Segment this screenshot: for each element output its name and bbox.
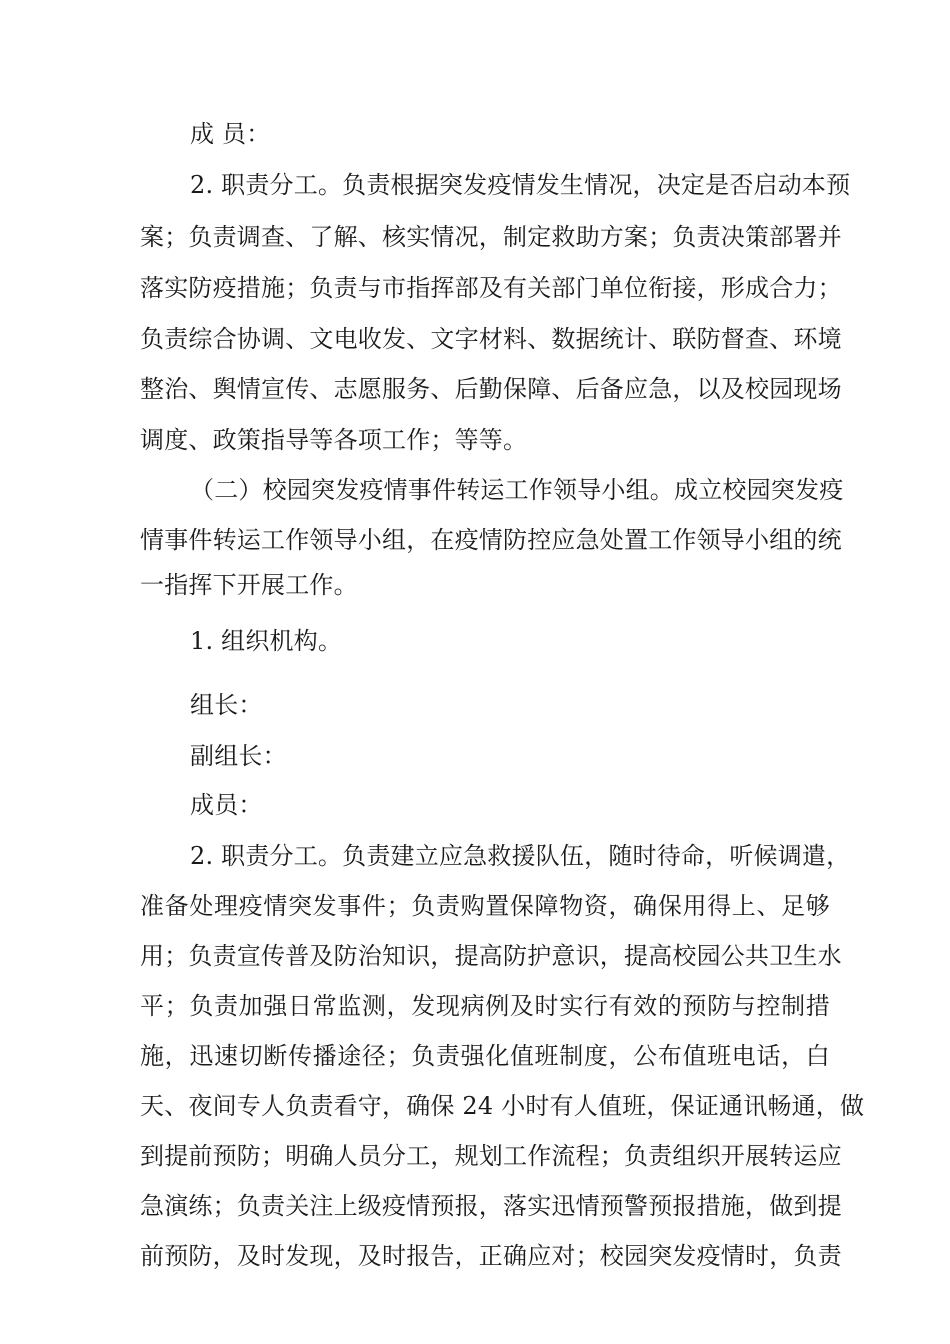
section-heading-line: （二）校园突发疫情事件转运工作领导小组。成立校园突发疫	[190, 476, 844, 504]
deputy-leader-label: 副组长：	[190, 742, 287, 770]
section-heading-line: 情事件转运工作领导小组，在疫情防控应急处置工作领导小组的统	[140, 526, 842, 554]
duties-paragraph-line: 天、夜间专人负责看守，确保 24 小时有人值班，保证通讯畅通，做	[140, 1092, 865, 1120]
duties-paragraph-line: 准备处理疫情突发事件；负责购置保障物资，确保用得上、足够	[140, 892, 830, 920]
duties-paragraph-line: 平；负责加强日常监测，发现病例及时实行有效的预防与控制措	[140, 992, 830, 1020]
members-label: 成员：	[190, 791, 263, 819]
duties-paragraph-line: 到提前预防；明确人员分工，规划工作流程；负责组织开展转运应	[140, 1142, 842, 1170]
duties-paragraph-line: 2. 职责分工。负责根据突发疫情发生情况，决定是否启动本预	[190, 171, 851, 199]
duties-paragraph-line: 前预防，及时发现，及时报告，正确应对；校园突发疫情时，负责	[140, 1242, 842, 1270]
duties-paragraph-line: 施，迅速切断传播途径；负责强化值班制度，公布值班电话，白	[140, 1042, 830, 1070]
duties-paragraph-line: 用；负责宣传普及防治知识，提高防护意识，提高校园公共卫生水	[140, 942, 842, 970]
leader-label: 组长：	[190, 691, 263, 719]
members-label: 成 员：	[190, 120, 271, 148]
duties-paragraph-line: 落实防疫措施；负责与市指挥部及有关部门单位衔接，形成合力；	[140, 274, 842, 302]
duties-paragraph-line: 急演练；负责关注上级疫情预报，落实迅情预警预报措施，做到提	[140, 1192, 842, 1220]
duties-paragraph-line: 调度、政策指导等各项工作；等等。	[140, 426, 528, 454]
org-title: 1. 组织机构。	[190, 627, 343, 655]
duties-paragraph-line: 负责综合协调、文电收发、文字材料、数据统计、联防督查、环境	[140, 325, 842, 353]
duties-paragraph-line: 2. 职责分工。负责建立应急救援队伍，随时待命，听候调遣，	[190, 842, 851, 870]
section-heading-line: 一指挥下开展工作。	[140, 571, 358, 599]
duties-paragraph-line: 案；负责调查、了解、核实情况，制定救助方案；负责决策部署并	[140, 223, 842, 251]
duties-paragraph-line: 整治、舆情宣传、志愿服务、后勤保障、后备应急，以及校园现场	[140, 375, 842, 403]
